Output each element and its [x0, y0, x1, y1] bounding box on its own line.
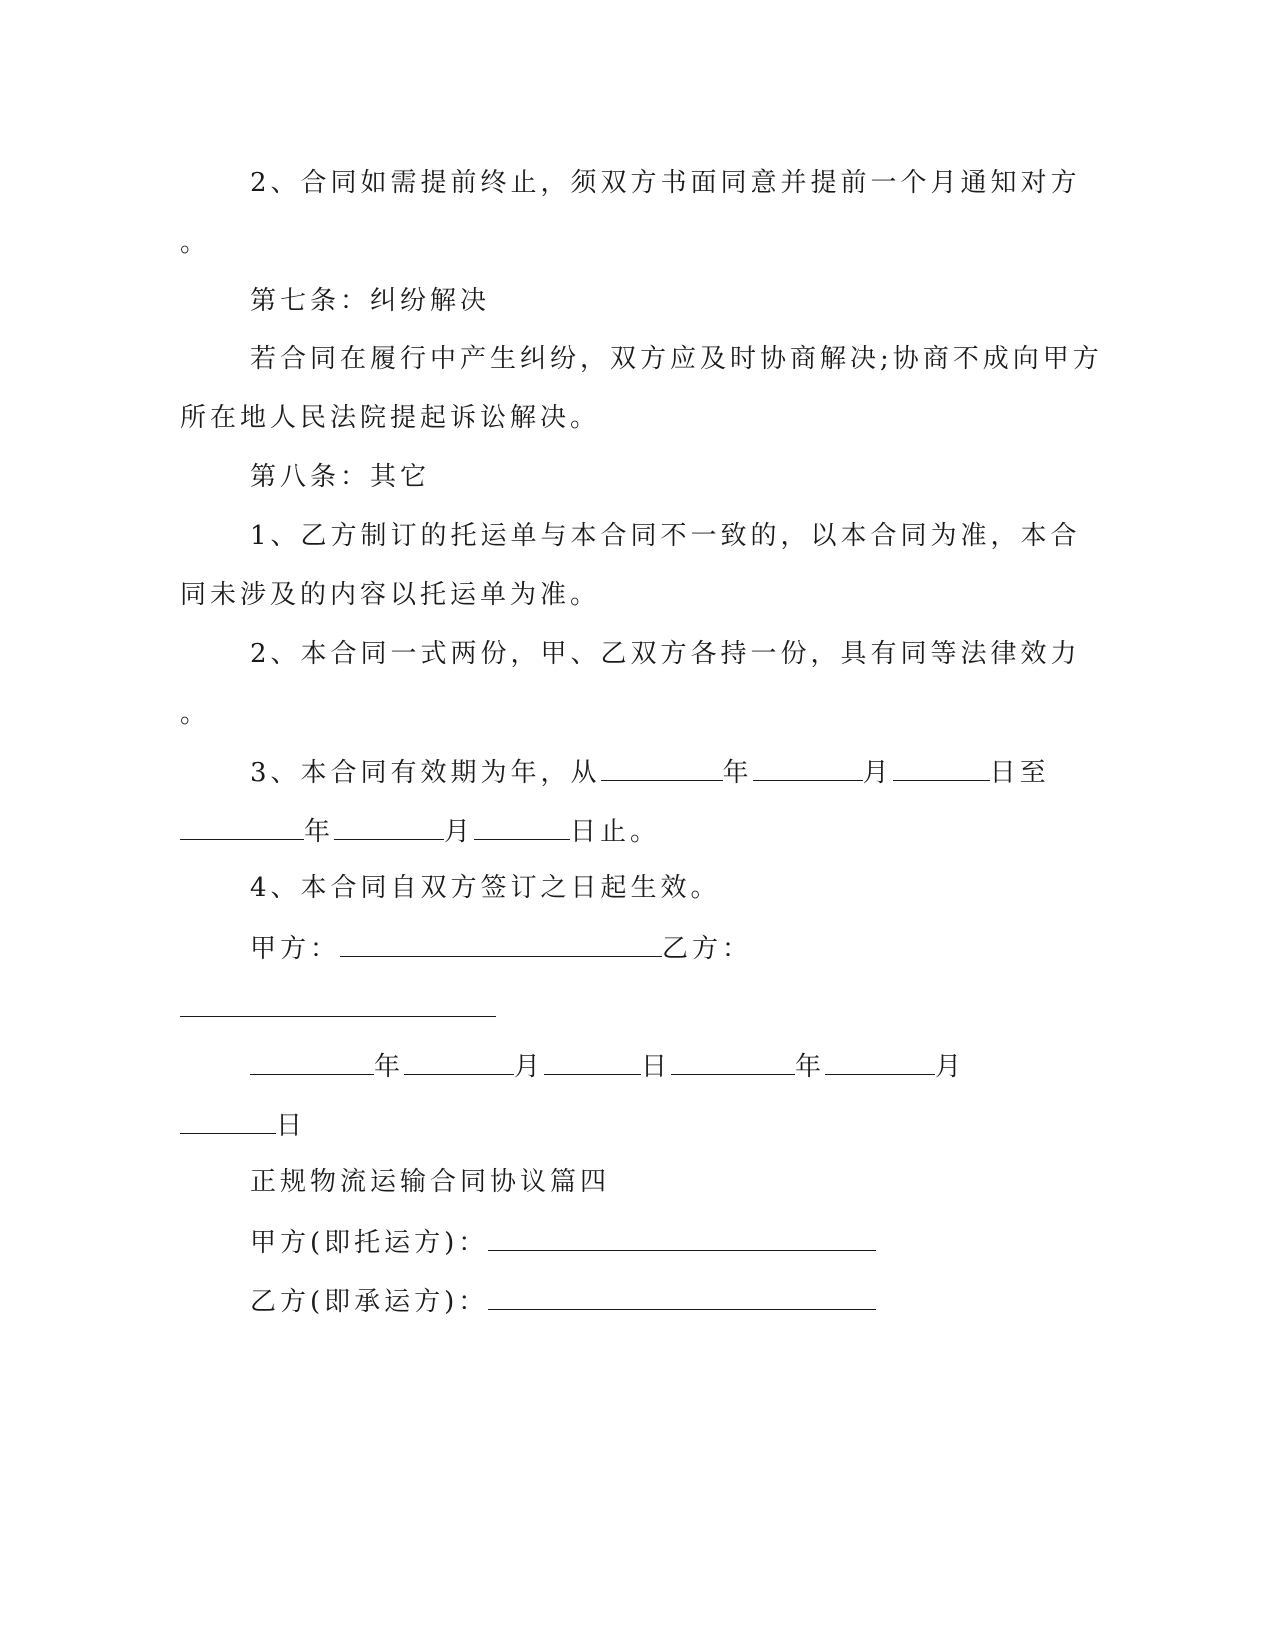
carrier-blank[interactable] [488, 1283, 876, 1310]
party-a-day-blank[interactable] [544, 1048, 641, 1075]
end-month-label: 月 [444, 817, 475, 847]
consignor-label: 甲方(即托运方)： [250, 1228, 489, 1258]
party-b-signature-blank[interactable] [180, 1016, 496, 1017]
start-year-blank[interactable] [601, 754, 723, 781]
party-a-month-blank[interactable] [404, 1048, 514, 1075]
end-day-label: 日止。 [570, 817, 661, 847]
party-b-day-blank[interactable] [180, 1107, 276, 1134]
section-4-title: 正规物流运输合同协议篇四 [250, 1167, 611, 1197]
clause-8-2-text: 2、本合同一式两份，甲、乙双方各持一份，具有同等法律效力 [250, 639, 1081, 669]
start-year-label: 年 [722, 758, 753, 788]
article-7-text-continuation: 所在地人民法院提起诉讼解决。 [180, 403, 601, 433]
party-b-month-label: 月 [935, 1052, 966, 1082]
carrier-line [250, 1283, 876, 1319]
clause-8-4-text: 4、本合同自双方签订之日起生效。 [250, 873, 721, 903]
end-year-label: 年 [304, 817, 335, 847]
consignor-blank[interactable] [488, 1224, 876, 1251]
party-b-year-label: 年 [795, 1052, 826, 1082]
carrier-label: 乙方(即承运方)： [250, 1287, 489, 1317]
party-a-year-blank[interactable] [250, 1048, 374, 1075]
start-month-blank[interactable] [753, 754, 863, 781]
party-a-label: 甲方： [250, 934, 341, 964]
article-7-text: 若合同在履行中产生纠纷，双方应及时协商解决;协商不成向甲方 [250, 344, 1103, 374]
clause-6-2-continuation: 。 [180, 228, 211, 258]
date-line [250, 1048, 965, 1084]
article-8-heading: 第八条：其它 [250, 462, 431, 492]
clause-8-1-text: 1、乙方制订的托运单与本合同不一致的，以本合同为准，本合 [250, 521, 1081, 551]
start-day-to-label: 日至 [989, 758, 1050, 788]
party-b-day-label: 日 [276, 1111, 307, 1141]
party-a-month-label: 月 [514, 1052, 545, 1082]
end-month-blank[interactable] [334, 813, 444, 840]
end-day-blank[interactable] [474, 813, 570, 840]
signature-line [250, 930, 752, 966]
article-7-heading: 第七条：纠纷解决 [250, 286, 491, 316]
clause-8-3-prefix: 3、本合同有效期为年，从 [250, 758, 601, 788]
party-a-signature-blank[interactable] [340, 930, 662, 957]
clause-8-2-continuation: 。 [180, 699, 211, 729]
party-a-day-label: 日 [641, 1052, 672, 1082]
clause-8-3-text [250, 754, 1050, 790]
clause-6-2-text: 2、合同如需提前终止，须双方书面同意并提前一个月通知对方 [250, 168, 1081, 198]
party-b-label: 乙方： [662, 934, 753, 964]
date-line-continuation [180, 1107, 306, 1143]
party-a-year-label: 年 [374, 1052, 405, 1082]
start-day-blank[interactable] [893, 754, 990, 781]
clause-8-1-continuation: 同未涉及的内容以托运单为准。 [180, 580, 601, 610]
consignor-line [250, 1224, 876, 1260]
end-year-blank[interactable] [180, 813, 304, 840]
clause-8-3-continuation [180, 813, 660, 849]
party-b-year-blank[interactable] [671, 1048, 795, 1075]
party-b-month-blank[interactable] [825, 1048, 935, 1075]
start-month-label: 月 [862, 758, 893, 788]
